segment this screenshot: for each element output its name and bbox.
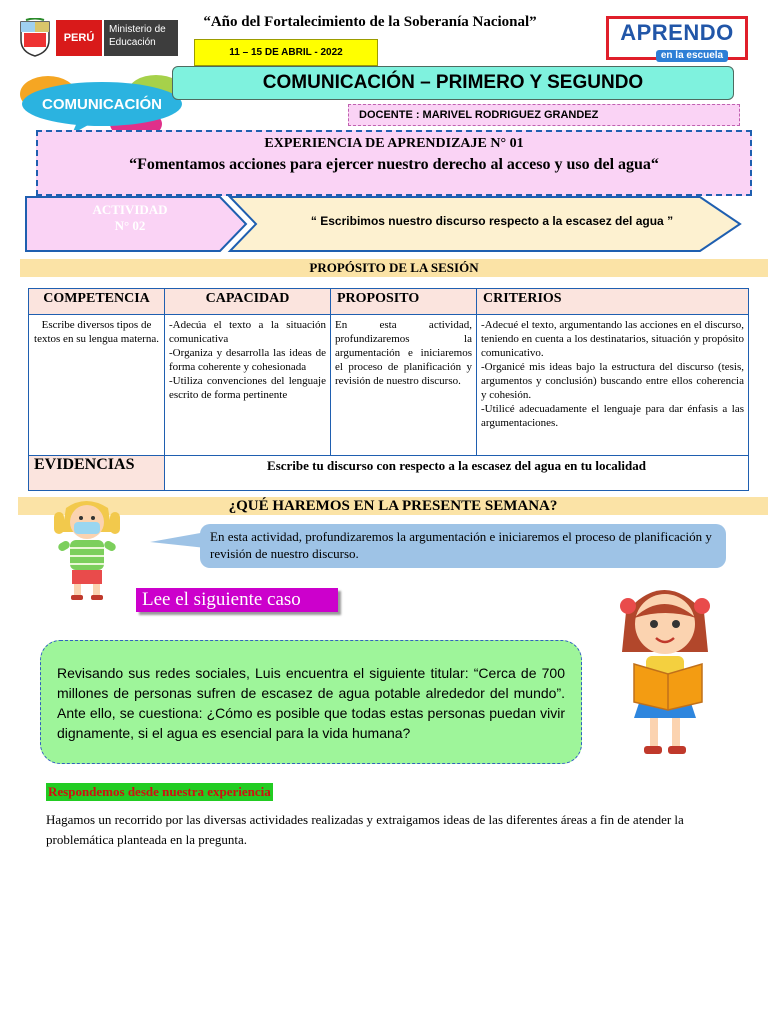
session-table	[28, 288, 749, 491]
activity-title: “ Escribimos nuestro discurso respecto a la escasez del agua ”	[310, 214, 674, 228]
evidence-row	[29, 456, 749, 491]
evidence-label: EVIDENCIAS	[29, 456, 165, 491]
aprendo-sub: en la escuela	[656, 50, 728, 62]
cell-proposito: En esta actividad, profundizaremos la argumentación e iniciaremos el proceso de planificación y revisión de nuestro discurso.	[331, 315, 477, 456]
experience-box	[36, 130, 752, 196]
experience-title: “Fomentamos acciones para ejercer nuestro derecho al acceso y uso del agua“	[129, 156, 659, 173]
teacher-label: DOCENTE : MARIVEL RODRIGUEZ GRANDEZ	[348, 104, 740, 126]
year-title: “Año del Fortalecimiento de la Soberanía Nacional”	[203, 14, 537, 30]
criterio-item: -Adecué el texto, argumentando las acciones en el discurso, teniendo en cuenta a los destinatarios, situación y propósito comunicativo.	[481, 319, 744, 359]
respond-heading: Respondemos desde nuestra experiencia	[48, 784, 271, 799]
header-capacidad: CAPACIDAD	[165, 289, 331, 315]
peru-coat-of-arms-icon	[18, 18, 52, 58]
capacidad-item: -Organiza y desarrolla las ideas de forma coherente y cohesionada	[169, 347, 326, 373]
minedu-logo	[18, 14, 178, 66]
cell-competencia: Escribe diversos tipos de textos en su lengua materna.	[29, 315, 165, 456]
case-text: Revisando sus redes sociales, Luis encuentra el siguiente titular: “Cerca de 700 millones de personas sufren de escasez de agua potable alrededor del mundo”. Ante ello, se cuestiona: ¿Cómo es posible que todas estas personas puedan vivir dignamente, si el agua es esencial para la vida humana?	[57, 665, 565, 741]
ministry-label: Ministerio de Educación	[104, 20, 178, 56]
main-title: COMUNICACIÓN – PRIMERO Y SEGUNDO	[172, 66, 734, 100]
evidence-text: Escribe tu discurso con respecto a la escasez del agua en tu localidad	[165, 456, 749, 491]
cell-capacidad	[165, 315, 331, 456]
date-range: 11 – 15 DE ABRIL - 2022	[194, 39, 378, 66]
speech-bubble-tail	[150, 530, 206, 552]
speech-bubble: En esta actividad, profundizaremos la argumentación e iniciaremos el proceso de planificación y revisión de nuestro discurso.	[200, 524, 726, 568]
activity-label: ACTIVIDAD	[92, 202, 168, 217]
capacidad-item: -Utiliza convenciones del lenguaje escrito de forma pertinente	[169, 375, 326, 401]
activity-number: N° 02	[114, 218, 146, 233]
criterio-item: -Organicé mis ideas bajo la estructura del discurso (tesis, argumentos y conclusión) buscando entre ellos coherencia y cohesión.	[481, 361, 744, 401]
capacidad-item: -Adecúa el texto a la situación comunicativa	[169, 319, 326, 345]
aprendo-logo	[606, 16, 748, 60]
header-criterios: CRITERIOS	[477, 289, 749, 315]
girl-reading-illustration	[604, 578, 726, 764]
experience-number: EXPERIENCIA DE APRENDIZAJE N° 01	[264, 136, 524, 151]
purpose-heading: PROPÓSITO DE LA SESIÓN	[20, 259, 768, 277]
week-heading: ¿QUÉ HAREMOS EN LA PRESENTE SEMANA?	[18, 497, 768, 515]
header-competencia: COMPETENCIA	[29, 289, 165, 315]
girl-with-mask-illustration	[44, 498, 130, 602]
case-box	[40, 640, 582, 764]
read-case-heading: Lee el siguiente caso	[136, 588, 338, 612]
header-proposito: PROPOSITO	[331, 289, 477, 315]
table-header-row	[29, 289, 749, 315]
comunicacion-logo-text: COMUNICACIÓN	[42, 96, 162, 113]
peru-label: PERÚ	[56, 20, 102, 56]
table-row	[29, 315, 749, 456]
criterio-item: -Utilicé adecuadamente el lenguaje para dar énfasis a las argumentaciones.	[481, 403, 744, 429]
cell-criterios	[477, 315, 749, 456]
aprendo-main: APRENDO	[620, 20, 734, 45]
closing-paragraph: Hagamos un recorrido por las diversas actividades realizadas y extraigamos ideas de las diferentes áreas a fin de atender la problemática planteada en la pregunta.	[46, 812, 684, 847]
